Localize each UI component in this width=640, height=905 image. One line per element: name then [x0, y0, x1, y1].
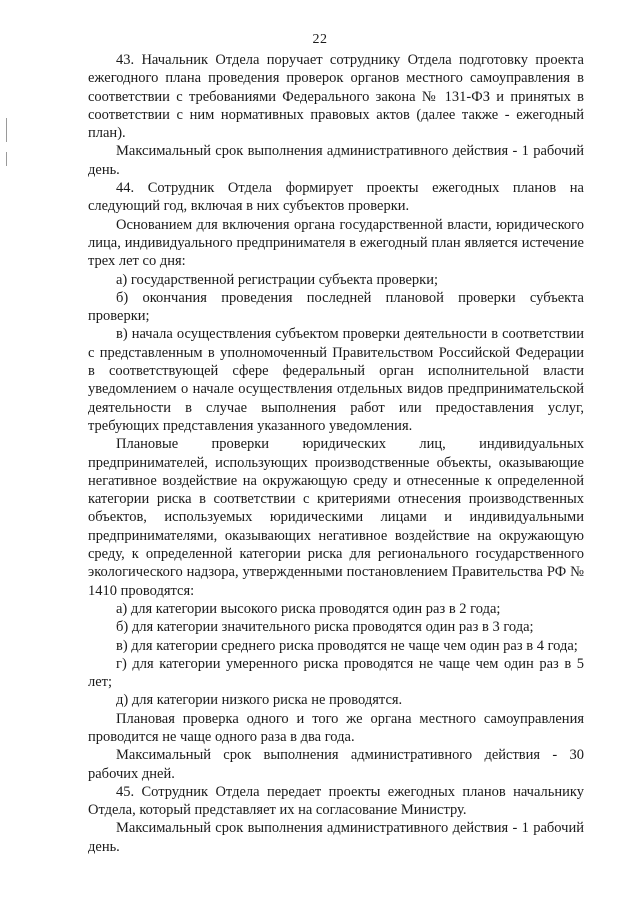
paragraph-43: 43. Начальник Отдела поручает сотруднику Отдела подготовку проекта ежегодного плана проведения проверок органов местного самоуправления в соответствии с требованиями Федерального закона № 131-ФЗ и принятых в соответствии с ним нормативных правовых актов (далее также - ежегодный план). [88, 52, 584, 142]
paragraph-local-government: Плановая проверка одного и того же органа местного самоуправления проводится не чаще одного раза в два года. [88, 710, 584, 745]
risk-item-v: в) для категории среднего риска проводятся не чаще чем один раз в 4 года; [116, 637, 578, 654]
paragraph-deadline: Максимальный срок выполнения административного действия - 1 рабочий день. [88, 143, 584, 178]
scan-margin-mark [6, 118, 7, 142]
list-item-b: б) окончания проведения последней плановой проверки субъекта проверки; [88, 289, 584, 325]
risk-item-d: д) для категории низкого риска не проводятся. [116, 692, 403, 709]
paragraph-deadline: Максимальный срок выполнения административного действия - 1 рабочий день. [88, 820, 584, 855]
paragraph-44: 44. Сотрудник Отдела формирует проекты ежегодных планов на следующий год, включая в них субъектов проверки. [88, 180, 584, 215]
risk-item-g: г) для категории умеренного риска проводятся не чаще чем один раз в 5 лет; [88, 655, 584, 691]
risk-item-a: а) для категории высокого риска проводятся один раз в 2 года; [116, 600, 501, 617]
page-number: 22 [312, 32, 328, 47]
scan-margin-mark [6, 152, 7, 166]
paragraph-45: 45. Сотрудник Отдела передает проекты ежегодных планов начальнику Отдела, который представляет их на согласование Министру. [88, 783, 584, 819]
list-item-v: в) начала осуществления субъектом проверки деятельности в соответствии с представленным в уполномоченный Правительством Российской Федерации в соответствующей сфере федеральный орган исполнительной власти уведомлением о начале осуществления отдельных видов предпринимательской деятельности в случае выполнения работ или предоставления услуг, требующих представления указанного уведомления. [88, 326, 584, 434]
list-item-a: а) государственной регистрации субъекта проверки; [116, 271, 439, 288]
paragraph-deadline: Максимальный срок выполнения административного действия - 30 рабочих дней. [88, 747, 584, 782]
paragraph-planned-inspections: Плановые проверки юридических лиц, индивидуальных предпринимателей, использующих производственные объекты, оказывающие негативное воздействие на окружающую среду и отнесенные к определенной категории риска в соответствии с критериями отнесения производственных объектов, используемых юридическими лицами и индивидуальными предпринимателями, оказывающих негативное воздействие на окружающую среду, к определенной категории риска для регионального государственного экологического надзора, утвержденными постановлением Правительства РФ № 1410 проводятся: [88, 436, 584, 599]
risk-item-b: б) для категории значительного риска проводятся один раз в 3 года; [116, 619, 534, 636]
paragraph-basis: Основанием для включения органа государственной власти, юридического лица, индивидуального предпринимателя в ежегодный план является истечение трех лет со дня: [88, 216, 584, 270]
document-body [88, 51, 584, 856]
